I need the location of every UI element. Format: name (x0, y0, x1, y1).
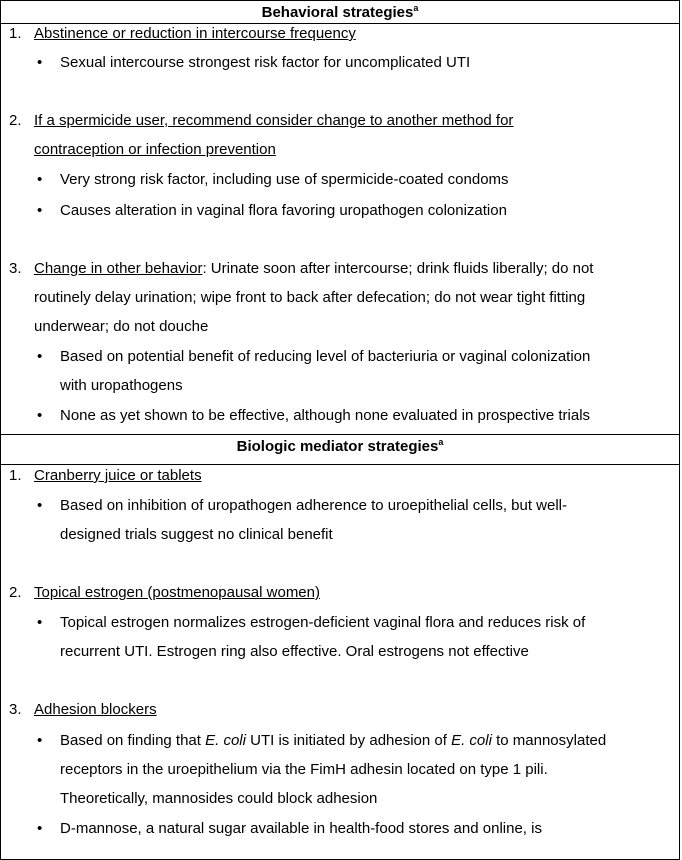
item-number: 1. (9, 25, 22, 42)
item-text-line (34, 259, 593, 279)
footnote-marker: a (438, 437, 444, 447)
italic-organism: E. coli (451, 732, 492, 749)
header-divider (1, 464, 679, 465)
item-heading: Adhesion blockers (34, 701, 157, 718)
item-heading: Change in other behavior (34, 260, 203, 277)
section-title: Biologic mediator strategies (236, 438, 439, 455)
item-text-line: underwear; do not douche (34, 318, 209, 335)
bullet-text: D-mannose, a natural sugar available in health-food stores and online, is (60, 820, 542, 837)
item-number: 2. (9, 112, 22, 129)
bullet-text: Causes alteration in vaginal flora favoring uropathogen colonization (60, 202, 507, 219)
item-text-line: routinely delay urination; wipe front to back after defecation; do not wear tight fitting (34, 289, 586, 306)
bullet-glyph: • (37, 54, 43, 71)
bullet-text: Based on inhibition of uropathogen adherence to uroepithelial cells, but well- (60, 497, 568, 514)
section-divider (1, 434, 679, 435)
bullet-text: Based on potential benefit of reducing level of bacteriuria or vaginal colonization (60, 348, 591, 365)
bullet-glyph: • (37, 407, 43, 424)
item-number: 3. (9, 701, 22, 718)
bullet-text: designed trials suggest no clinical benefit (60, 526, 333, 543)
bullet-glyph: • (37, 202, 43, 219)
item-number: 2. (9, 584, 22, 601)
item-heading-line: contraception or infection prevention (34, 141, 276, 158)
text-run: to mannosylated (491, 732, 607, 749)
bullet-glyph: • (37, 732, 43, 749)
bullet-glyph: • (37, 820, 43, 837)
section-header-biologic (1, 436, 679, 458)
bullet-glyph: • (37, 497, 43, 514)
bullet-text: recurrent UTI. Estrogen ring also effective. Oral estrogens not effective (60, 643, 529, 660)
item-number: 3. (9, 260, 22, 277)
bullet-glyph: • (37, 171, 43, 188)
bullet-text: Theoretically, mannosides could block adhesion (60, 790, 378, 807)
bullet-glyph: • (37, 614, 43, 631)
bullet-text: Sexual intercourse strongest risk factor for uncomplicated UTI (60, 54, 471, 71)
item-heading: Topical estrogen (postmenopausal women) (34, 584, 320, 601)
bullet-text: Topical estrogen normalizes estrogen-deficient vaginal flora and reduces risk of (60, 614, 586, 631)
section-header-behavioral (1, 2, 679, 24)
item-heading: Abstinence or reduction in intercourse frequency (34, 25, 356, 42)
item-heading-line: If a spermicide user, recommend consider change to another method for (34, 112, 514, 129)
item-heading: Cranberry juice or tablets (34, 467, 202, 484)
item-number: 1. (9, 467, 22, 484)
text-run: Based on finding that (60, 732, 206, 749)
section-title: Behavioral strategies (261, 4, 414, 21)
bullet-text: None as yet shown to be effective, although none evaluated in prospective trials (60, 407, 591, 424)
footnote-marker: a (413, 3, 419, 13)
bullet-text (60, 731, 606, 751)
italic-organism: E. coli (205, 732, 246, 749)
bullet-text: with uropathogens (60, 377, 183, 394)
bullet-text: receptors in the uroepithelium via the FimH adhesin located on type 1 pili. (60, 761, 548, 778)
bullet-text: Very strong risk factor, including use of spermicide-coated condoms (60, 171, 509, 188)
bullet-glyph: • (37, 348, 43, 365)
text-run: UTI is initiated by adhesion of (245, 732, 452, 749)
item-text: : Urinate soon after intercourse; drink fluids liberally; do not (202, 260, 594, 277)
